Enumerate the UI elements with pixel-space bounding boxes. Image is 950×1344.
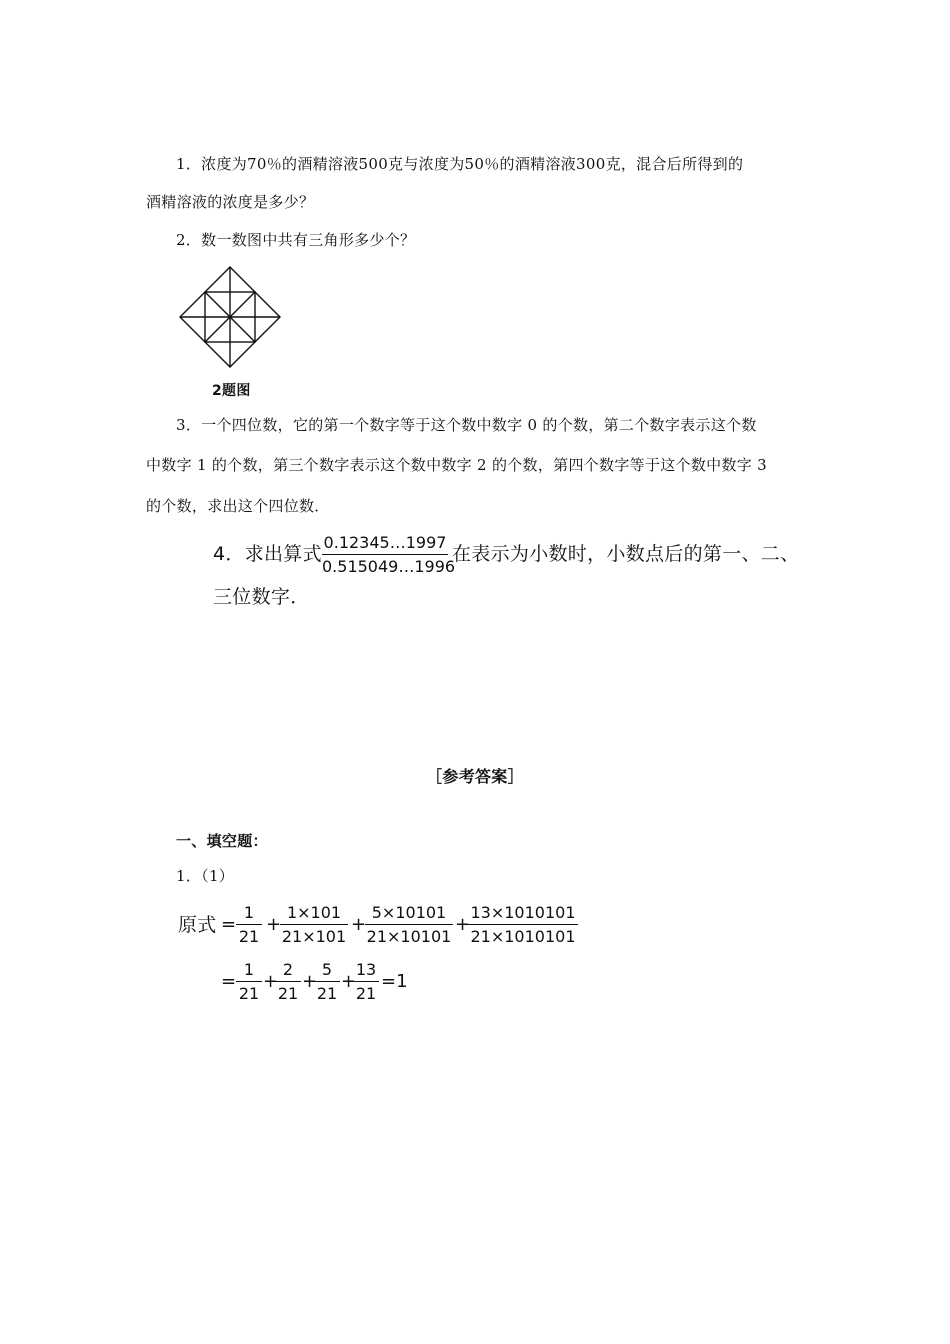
numerator: 13×1010101 <box>470 903 576 922</box>
fraction-bar <box>314 981 340 982</box>
problem-2: 2．数一数图中共有三角形多少个？ <box>176 231 416 249</box>
fraction-bar <box>236 924 262 925</box>
fraction-bar <box>236 981 262 982</box>
denominator: 21 <box>355 984 377 1003</box>
fraction-bar <box>468 924 578 925</box>
fraction-row-2-term-3 <box>314 960 340 1003</box>
denominator: 21 <box>238 927 260 946</box>
fraction-bar <box>353 981 379 982</box>
problem-4-prefix: 4．求出算式 <box>213 543 322 565</box>
fraction-row-2-term-2 <box>275 960 301 1003</box>
numerator: 2 <box>282 960 294 979</box>
denominator: 21 <box>316 984 338 1003</box>
denominator: 21 <box>277 984 299 1003</box>
equation-result: =1 <box>381 971 408 992</box>
equals-sign: = <box>221 914 237 935</box>
fraction-row-1-term-1 <box>236 903 262 946</box>
problem-1-line-1: 1．浓度为70％的酒精溶液500克与浓度为50％的酒精溶液300克，混合后所得到的 <box>176 155 744 173</box>
plus-sign: + <box>266 914 282 935</box>
denominator: 21 <box>238 984 260 1003</box>
fraction-bar <box>365 924 453 925</box>
numerator: 13 <box>355 960 377 979</box>
denominator: 21×10101 <box>366 927 452 946</box>
problem-3-line-2: 中数字 1 的个数，第三个数字表示这个数中数字 2 的个数，第四个数字等于这个数中数字 3 <box>146 456 767 474</box>
problem-1-line-2: 酒精溶液的浓度是多少？ <box>146 193 315 211</box>
plus-sign: + <box>455 914 471 935</box>
fraction-bar <box>322 554 448 555</box>
equals-sign: = <box>221 971 237 992</box>
fraction-row-2-term-1 <box>236 960 262 1003</box>
answers-heading: ［参考答案］ <box>426 767 524 786</box>
fraction-bar <box>280 924 348 925</box>
plus-sign: + <box>341 971 357 992</box>
problem-4-numerator: 0.12345…1997 <box>323 533 447 552</box>
fraction-row-1-term-3 <box>365 903 453 946</box>
fraction-row-1-term-2 <box>280 903 348 946</box>
numerator: 1 <box>243 903 255 922</box>
figure-caption: 2题图 <box>212 383 251 399</box>
answer-item-label: 1．（1） <box>176 867 235 885</box>
problem-4-suffix: 在表示为小数时，小数点后的第一、二、 <box>452 543 800 565</box>
triangle-figure <box>178 265 282 369</box>
plus-sign: + <box>263 971 279 992</box>
numerator: 1 <box>243 960 255 979</box>
denominator: 21×1010101 <box>470 927 576 946</box>
problem-4-fraction <box>322 533 456 576</box>
fraction-row-2-term-4 <box>353 960 379 1003</box>
problem-3-line-3: 的个数，求出这个四位数． <box>146 497 330 515</box>
numerator: 5×10101 <box>371 903 447 922</box>
problem-4-denominator: 0.515049…1996 <box>322 557 456 576</box>
equation-lhs: 原式 <box>178 914 217 936</box>
numerator: 1×101 <box>286 903 342 922</box>
fraction-bar <box>275 981 301 982</box>
denominator: 21×101 <box>281 927 347 946</box>
fraction-row-1-term-4 <box>468 903 578 946</box>
plus-sign: + <box>351 914 367 935</box>
problem-3-line-1: 3．一个四位数，它的第一个数字等于这个数中数字 0 的个数，第二个数字表示这个数 <box>176 416 757 434</box>
section-heading: 一、填空题： <box>176 832 268 850</box>
problem-4-line-2: 三位数字． <box>213 586 310 608</box>
numerator: 5 <box>321 960 333 979</box>
plus-sign: + <box>302 971 318 992</box>
